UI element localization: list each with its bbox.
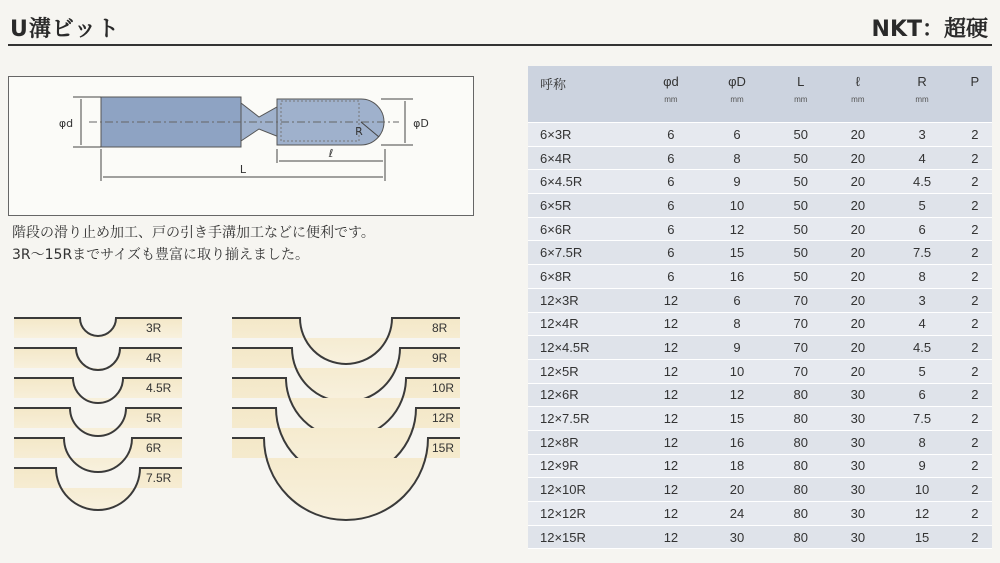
table-cell: 12×3R [528, 288, 640, 312]
dim-l-label: ℓ [328, 147, 334, 160]
table-cell: 6×7.5R [528, 241, 640, 265]
table-cell: 2 [958, 123, 992, 147]
groove-profile [14, 468, 182, 510]
table-cell: 2 [958, 288, 992, 312]
groove-label: 4.5R [146, 381, 172, 395]
table-cell: 50 [772, 123, 829, 147]
column-header [958, 66, 992, 123]
column-header-label: φD [728, 74, 746, 89]
table-cell: 2 [958, 454, 992, 478]
dim-d-label: φd [58, 117, 74, 130]
table-cell: 6×3R [528, 123, 640, 147]
table-row [528, 146, 992, 170]
table-cell: 12×5R [528, 359, 640, 383]
table-row [528, 407, 992, 431]
table-row [528, 170, 992, 194]
table-cell: 4 [886, 312, 957, 336]
table-row [528, 525, 992, 549]
table-cell: 6×5R [528, 194, 640, 218]
table-cell: 30 [829, 478, 886, 502]
table-cell: 12×6R [528, 383, 640, 407]
column-header-label: L [797, 74, 805, 89]
table-cell: 16 [702, 265, 772, 289]
table-cell: 2 [958, 502, 992, 526]
table-cell: 50 [772, 241, 829, 265]
groove-profile [14, 438, 182, 472]
groove-label: 9R [432, 351, 448, 365]
column-header [528, 66, 640, 123]
table-cell: 12×9R [528, 454, 640, 478]
table-row [528, 383, 992, 407]
table-cell: 30 [829, 430, 886, 454]
groove-label: 5R [146, 411, 162, 425]
groove-label: 4R [146, 351, 162, 365]
table-row [528, 502, 992, 526]
table-cell: 12×8R [528, 430, 640, 454]
groove-label: 12R [432, 411, 455, 425]
table-cell: 6 [640, 170, 702, 194]
table-cell: 6 [640, 123, 702, 147]
table-cell: 80 [772, 454, 829, 478]
table-cell: 6 [640, 241, 702, 265]
column-unit: mm [794, 95, 808, 104]
table-cell: 15 [886, 525, 957, 549]
table-cell: 15 [702, 407, 772, 431]
table-cell: 6 [640, 146, 702, 170]
table-cell: 5 [886, 359, 957, 383]
table-cell: 30 [829, 383, 886, 407]
table-cell: 2 [958, 430, 992, 454]
column-header-label: φd [663, 74, 679, 89]
table-cell: 20 [829, 123, 886, 147]
table-cell: 6 [886, 383, 957, 407]
table-row [528, 288, 992, 312]
table-cell: 2 [958, 525, 992, 549]
table-cell: 12 [640, 407, 702, 431]
column-header-label: ℓ [855, 74, 860, 89]
bit-drawing [8, 76, 474, 216]
table-cell: 2 [958, 478, 992, 502]
table-cell: 2 [958, 383, 992, 407]
table-cell: 6 [640, 194, 702, 218]
table-cell: 5 [886, 194, 957, 218]
table-cell: 6 [886, 217, 957, 241]
column-header-label: R [917, 74, 927, 89]
table-cell: 12 [640, 430, 702, 454]
page-title: U溝ビット [10, 17, 120, 42]
table-cell: 50 [772, 265, 829, 289]
table-cell: 12 [702, 217, 772, 241]
table-cell: 12 [886, 502, 957, 526]
table-cell: 50 [772, 146, 829, 170]
table-row [528, 265, 992, 289]
table-cell: 20 [829, 265, 886, 289]
table-cell: 6 [640, 265, 702, 289]
table-row [528, 241, 992, 265]
table-cell: 30 [829, 407, 886, 431]
table-cell: 6 [640, 217, 702, 241]
table-cell: 10 [702, 359, 772, 383]
table-cell: 9 [886, 454, 957, 478]
dim-D-label: φD [413, 117, 429, 130]
table-cell: 12 [640, 288, 702, 312]
table-row [528, 454, 992, 478]
groove-profile [14, 318, 182, 338]
table-cell: 70 [772, 336, 829, 360]
table-cell: 2 [958, 265, 992, 289]
table-cell: 12×10R [528, 478, 640, 502]
table-cell: 6 [702, 288, 772, 312]
table-cell: 80 [772, 502, 829, 526]
groove-label: 6R [146, 441, 162, 455]
table-cell: 4.5 [886, 170, 957, 194]
groove-label: 15R [432, 441, 455, 455]
groove-profile [14, 378, 182, 403]
table-cell: 15 [702, 241, 772, 265]
dim-L-label: L [239, 163, 247, 176]
table-cell: 20 [829, 194, 886, 218]
table-cell: 24 [702, 502, 772, 526]
description [12, 222, 512, 266]
table-cell: 12 [640, 312, 702, 336]
table-row [528, 312, 992, 336]
table-cell: 30 [829, 454, 886, 478]
bit-drawing-svg [9, 77, 473, 215]
header-rule [8, 44, 992, 46]
table-cell: 2 [958, 359, 992, 383]
spec-table-header [528, 66, 992, 123]
table-row [528, 478, 992, 502]
table-cell: 20 [829, 241, 886, 265]
table-cell: 50 [772, 170, 829, 194]
right-profiles [232, 318, 460, 520]
table-cell: 8 [886, 430, 957, 454]
table-cell: 12 [640, 336, 702, 360]
table-cell: 50 [772, 217, 829, 241]
column-unit: mm [664, 95, 678, 104]
column-header [829, 66, 886, 123]
table-cell: 7.5 [886, 407, 957, 431]
table-cell: 2 [958, 170, 992, 194]
table-cell: 6×8R [528, 265, 640, 289]
table-cell: 50 [772, 194, 829, 218]
table-cell: 9 [702, 170, 772, 194]
table-cell: 20 [829, 146, 886, 170]
table-cell: 4.5 [886, 336, 957, 360]
table-cell: 80 [772, 525, 829, 549]
column-unit: mm [730, 95, 744, 104]
table-row [528, 123, 992, 147]
table-cell: 16 [702, 430, 772, 454]
table-cell: 20 [829, 312, 886, 336]
page-header [0, 0, 1000, 46]
table-cell: 12 [640, 525, 702, 549]
table-cell: 20 [829, 288, 886, 312]
table-cell: 20 [829, 336, 886, 360]
table-cell: 20 [829, 170, 886, 194]
table-cell: 6 [702, 123, 772, 147]
column-header [886, 66, 957, 123]
column-unit: mm [851, 95, 865, 104]
table-cell: 9 [702, 336, 772, 360]
table-cell: 3 [886, 288, 957, 312]
column-header [772, 66, 829, 123]
table-cell: 12 [640, 383, 702, 407]
table-row [528, 336, 992, 360]
groove-label: 7.5R [146, 471, 172, 485]
column-header [640, 66, 702, 123]
table-cell: 30 [829, 502, 886, 526]
table-cell: 30 [702, 525, 772, 549]
description-line-1: 階段の滑り止め加工、戸の引き手溝加工などに便利です。 [12, 225, 375, 241]
column-header-label: P [970, 74, 980, 89]
table-cell: 80 [772, 478, 829, 502]
table-cell: 70 [772, 312, 829, 336]
table-cell: 80 [772, 430, 829, 454]
left-profiles [14, 318, 182, 510]
table-cell: 6×6R [528, 217, 640, 241]
table-cell: 8 [886, 265, 957, 289]
dim-R-label: R [355, 125, 363, 138]
table-cell: 8 [702, 146, 772, 170]
table-cell: 70 [772, 359, 829, 383]
profile-diagram [0, 300, 510, 560]
table-cell: 12×4R [528, 312, 640, 336]
table-cell: 2 [958, 336, 992, 360]
table-cell: 80 [772, 383, 829, 407]
table-row [528, 430, 992, 454]
groove-profile [14, 408, 182, 436]
table-row [528, 194, 992, 218]
table-cell: 12 [640, 502, 702, 526]
table-row [528, 217, 992, 241]
groove-profile [14, 348, 182, 370]
table-cell: 7.5 [886, 241, 957, 265]
table-cell: 10 [886, 478, 957, 502]
table-cell: 2 [958, 407, 992, 431]
table-cell: 12 [640, 359, 702, 383]
table-cell: 70 [772, 288, 829, 312]
table-cell: 2 [958, 312, 992, 336]
table-row [528, 359, 992, 383]
table-cell: 6×4R [528, 146, 640, 170]
maker-label: NKT：超硬 [871, 17, 988, 42]
table-cell: 20 [829, 217, 886, 241]
table-cell: 2 [958, 194, 992, 218]
table-cell: 2 [958, 217, 992, 241]
table-cell: 8 [702, 312, 772, 336]
table-cell: 12×15R [528, 525, 640, 549]
table-cell: 20 [702, 478, 772, 502]
column-header-label: 呼称 [540, 77, 567, 92]
table-cell: 12×12R [528, 502, 640, 526]
spec-table-body [528, 123, 992, 549]
table-cell: 18 [702, 454, 772, 478]
table-cell: 20 [829, 359, 886, 383]
table-cell: 12×4.5R [528, 336, 640, 360]
table-cell: 12 [702, 383, 772, 407]
table-cell: 4 [886, 146, 957, 170]
groove-label: 10R [432, 381, 455, 395]
spec-table [528, 66, 992, 549]
table-cell: 3 [886, 123, 957, 147]
groove-label: 3R [146, 321, 162, 335]
table-cell: 12 [640, 454, 702, 478]
table-cell: 80 [772, 407, 829, 431]
table-cell: 12×7.5R [528, 407, 640, 431]
table-cell: 2 [958, 241, 992, 265]
column-header [702, 66, 772, 123]
table-cell: 6×4.5R [528, 170, 640, 194]
table-cell: 2 [958, 146, 992, 170]
table-cell: 10 [702, 194, 772, 218]
table-cell: 12 [640, 478, 702, 502]
description-line-2: 3R〜15Rまでサイズも豊富に取り揃えました。 [12, 247, 310, 263]
groove-label: 8R [432, 321, 448, 335]
column-unit: mm [915, 95, 929, 104]
table-cell: 30 [829, 525, 886, 549]
